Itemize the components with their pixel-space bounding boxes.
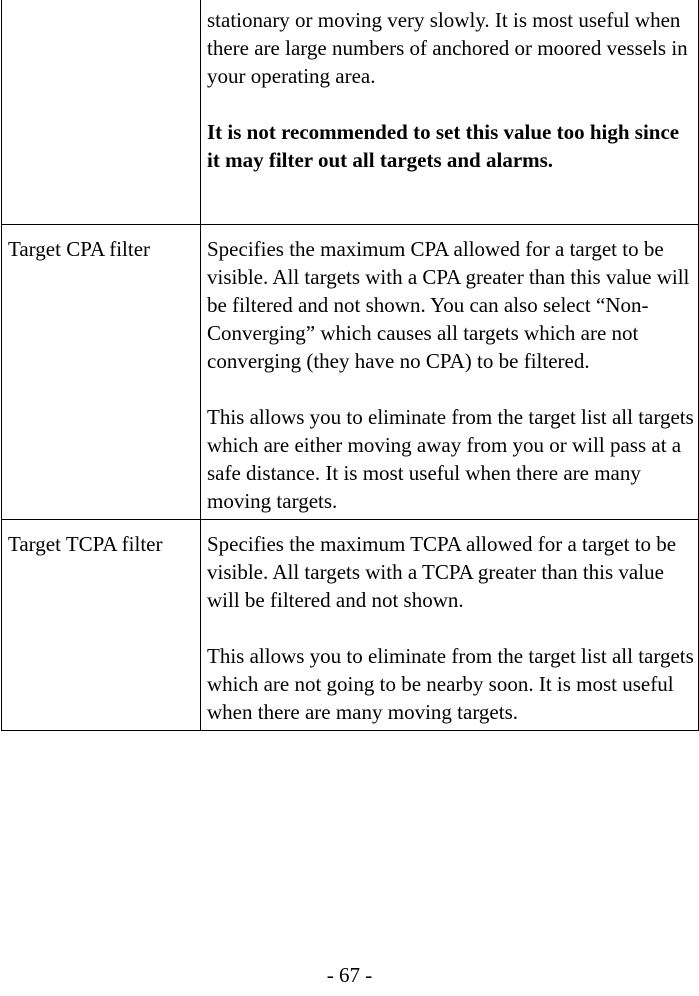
description-paragraph: This allows you to eliminate from the target list all targets which are not going to be nearby soon. It is most useful when there are many moving targets. — [207, 643, 694, 724]
table-row — [2, 224, 699, 519]
term-cell: Target TCPA filter — [2, 519, 201, 730]
description-paragraph: This allows you to eliminate from the target list all targets which are either moving away from you or will pass at a safe distance. It is most useful when there are many moving targets. — [207, 404, 694, 513]
table-row — [2, 0, 699, 224]
description-cell — [201, 224, 699, 519]
warning-note: It is not recommended to set this value too high since it may filter out all targets and alarms. — [207, 120, 680, 172]
description-paragraph: Specifies the maximum CPA allowed for a target to be visible. All targets with a CPA greater than this value will be filtered and not shown. You can also select “Non-Converging” which causes all targets which are not converging (they have no CPA) to be filtered. — [207, 236, 690, 373]
term-cell: Target CPA filter — [2, 224, 201, 519]
description-paragraph: stationary or moving very slowly. It is most useful when there are large numbers of anchored or moored vessels in your operating area. — [207, 8, 688, 88]
settings-table — [1, 0, 699, 731]
table-row — [2, 519, 699, 730]
description-cell — [201, 519, 699, 730]
description-cell — [201, 0, 699, 224]
term-cell — [2, 0, 201, 224]
page-number: - 67 - — [326, 963, 373, 987]
description-paragraph: Specifies the maximum TCPA allowed for a target to be visible. All targets with a TCPA greater than this value will be filtered and not shown. — [207, 531, 677, 612]
